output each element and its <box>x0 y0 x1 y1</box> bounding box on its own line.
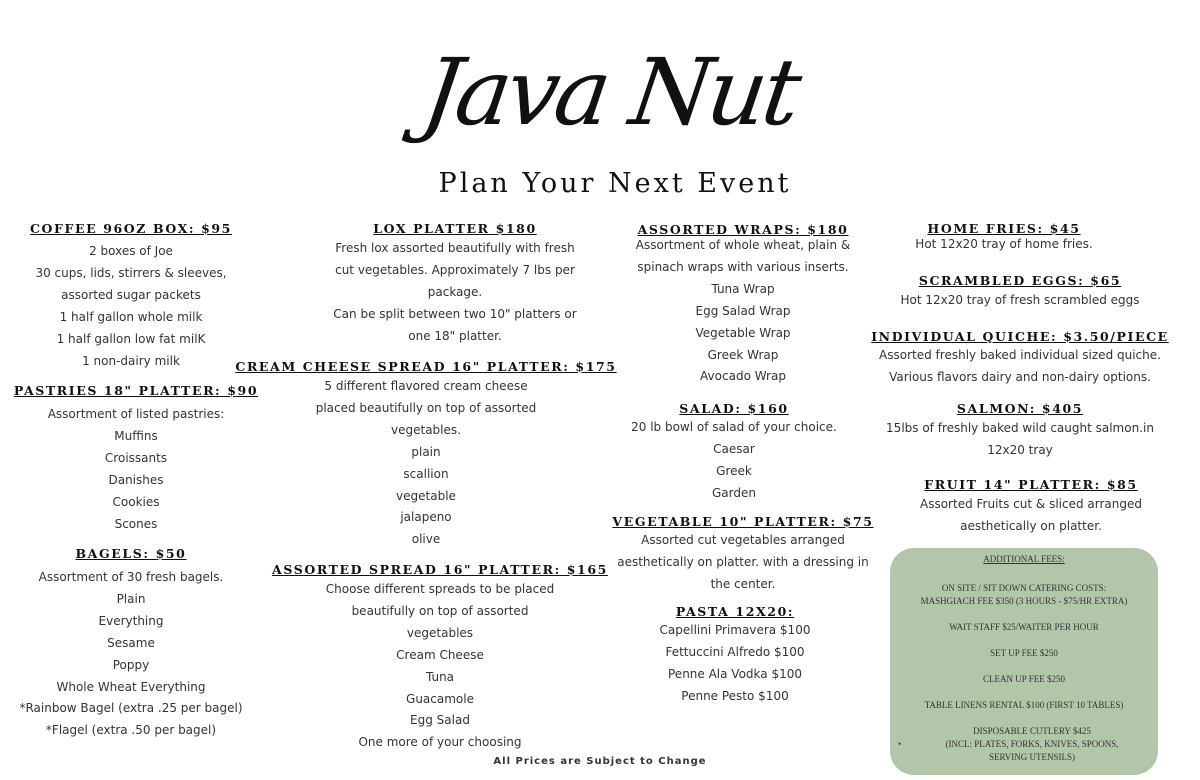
section-heading: CREAM CHEESE SPREAD 16" PLATTER: $175 <box>235 359 617 374</box>
fee-item <box>890 582 1158 608</box>
fee-item <box>890 673 1158 686</box>
section-line: Scones <box>114 516 158 531</box>
price-disclaimer: All Prices are Subject to Change <box>493 756 707 767</box>
section-line: Caesar <box>713 441 755 456</box>
section-line: vegetable <box>396 488 456 503</box>
section-heading: COFFEE 96OZ BOX: $95 <box>30 221 232 236</box>
section-heading: HOME FRIES: $45 <box>927 221 1081 236</box>
section-heading: BAGELS: $50 <box>75 546 187 561</box>
section-line: Assorted cut vegetables arranged <box>641 533 845 547</box>
section-line: vegetables. <box>391 422 461 437</box>
section-line: 12x20 tray <box>987 442 1053 457</box>
section-line: Cream Cheese <box>396 647 484 662</box>
section-line: Can be split between two 10" platters or <box>333 306 577 321</box>
section-line: Penne Ala Vodka $100 <box>668 666 802 681</box>
section-line: Plain <box>116 591 146 606</box>
section-line: Everything <box>98 613 164 628</box>
section-line: Fettuccini Alfredo $100 <box>665 644 805 659</box>
fee-item-text: SET UP FEE $250 <box>990 648 1058 658</box>
section-line: Assortment of 30 fresh bagels. <box>38 570 224 584</box>
section-line: 20 lb bowl of salad of your choice. <box>631 420 837 434</box>
section-heading: SCRAMBLED EGGS: $65 <box>918 273 1122 288</box>
section-line: one 18" platter. <box>408 328 502 343</box>
section-line: plain <box>411 444 441 459</box>
fee-item-text: ON SITE / SIT DOWN CATERING COSTS: MASHGIACH FEE $350 (3 HOURS - $75/HR EXTRA) <box>920 583 1128 606</box>
fee-item-text: CLEAN UP FEE $250 <box>983 674 1065 684</box>
section-heading: FRUIT 14" PLATTER: $85 <box>924 477 1138 492</box>
section-line: 1 half gallon low fat milK <box>56 331 206 346</box>
section-line: beautifully on top of assorted <box>351 603 529 618</box>
section-line: Avocado Wrap <box>700 369 786 384</box>
section-line: 5 different flavored cream cheese <box>324 379 528 393</box>
section-line: One more of your choosing <box>358 735 522 750</box>
section-line: olive <box>411 532 441 547</box>
section-line: Hot 12x20 tray of home fries. <box>915 237 1093 251</box>
section-line: Assortment of whole wheat, plain & <box>635 238 851 252</box>
section-line: Greek <box>716 463 752 478</box>
section-line: Cookies <box>112 494 160 509</box>
section-line: Various flavors dairy and non-dairy options. <box>889 369 1151 384</box>
section-heading: ASSORTED SPREAD 16" PLATTER: $165 <box>272 562 608 577</box>
section-line: *Flagel (extra .50 per bagel) <box>45 723 217 738</box>
section-line: Sesame <box>107 635 155 650</box>
section-line: Croissants <box>104 450 168 465</box>
fee-item-text: WAIT STAFF $25/WAITER PER HOUR <box>949 622 1099 632</box>
bullet-icon: • <box>898 739 902 749</box>
section-line: the center. <box>710 576 776 591</box>
fee-item <box>890 647 1158 660</box>
section-line: placed beautifully on top of assorted <box>315 400 537 415</box>
section-line: Assorted Fruits cut & sliced arranged <box>920 497 1142 511</box>
section-line: 2 boxes of Joe <box>89 244 173 258</box>
section-line: aesthetically on platter. <box>960 518 1102 533</box>
section-line: Whole Wheat Everything <box>56 679 206 694</box>
section-line: spinach wraps with various inserts. <box>637 259 849 274</box>
section-line: Penne Pesto $100 <box>681 688 789 703</box>
java-nut-logo: Java Nut <box>416 39 804 146</box>
menu-section <box>535 604 935 708</box>
section-line: Capellini Primavera $100 <box>659 623 811 637</box>
section-line: Poppy <box>112 657 150 672</box>
section-line: Egg Salad Wrap <box>695 303 791 318</box>
section-line: Assorted freshly baked individual sized quiche. <box>879 348 1161 362</box>
section-line: aesthetically on platter. with a dressing in <box>617 554 869 569</box>
menu-section <box>804 221 1200 256</box>
section-line: jalapeno <box>400 510 452 525</box>
additional-fees-box <box>890 548 1158 775</box>
section-line: package. <box>427 284 483 299</box>
section-line: Guacamole <box>406 691 474 706</box>
section-heading: LOX PLATTER $180 <box>373 221 537 236</box>
section-line: Choose different spreads to be placed <box>325 582 555 596</box>
menu-section <box>831 477 1200 538</box>
section-line: Tuna Wrap <box>711 281 775 296</box>
section-line: cut vegetables. Approximately 7 lbs per <box>335 262 575 277</box>
menu-section <box>820 329 1200 389</box>
section-line: Fresh lox assorted beautifully with fresh <box>335 241 575 255</box>
section-line: 1 half gallon whole milk <box>59 309 203 324</box>
additional-fees-title: ADDITIONAL FEES: <box>983 554 1065 564</box>
section-heading: ASSORTED WRAPS: $180 <box>637 222 849 237</box>
section-line: Egg Salad <box>410 713 470 728</box>
section-line: scallion <box>403 466 449 481</box>
section-line: assorted sugar packets <box>61 287 201 302</box>
section-line: Danishes <box>108 472 164 487</box>
section-line: Muffins <box>114 428 158 443</box>
section-heading: INDIVIDUAL QUICHE: $3.50/PIECE <box>871 329 1169 344</box>
section-line: 30 cups, lids, stirrers & sleeves, <box>35 265 227 280</box>
fee-item-text: DISPOSABLE CUTLERY $425 (INCL: PLATES, FORKS, KNIVES, SPOONS, SERVING UTENSILS) <box>945 726 1119 762</box>
section-line: Greek Wrap <box>707 347 779 362</box>
menu-section <box>820 273 1200 312</box>
section-line: 1 non-dairy milk <box>82 353 180 368</box>
section-heading: PASTRIES 18" PLATTER: $90 <box>13 383 259 398</box>
menu-section <box>820 401 1200 462</box>
section-line: Tuna <box>425 669 455 684</box>
section-heading: SALMON: $405 <box>956 401 1084 416</box>
fee-item <box>890 621 1158 634</box>
section-line: vegetables <box>406 625 474 640</box>
section-line: Hot 12x20 tray of fresh scrambled eggs <box>900 293 1140 307</box>
section-heading: PASTA 12X20: <box>675 604 795 619</box>
section-line: Garden <box>712 485 756 500</box>
section-heading: SALAD: $160 <box>679 401 789 416</box>
section-line: Assortment of listed pastries: <box>47 407 225 421</box>
section-line: 15lbs of freshly baked wild caught salmon.in <box>886 421 1154 435</box>
fee-item-text: TABLE LINENS RENTAL $100 (FIRST 10 TABLES) <box>924 700 1124 710</box>
fee-item <box>890 699 1158 712</box>
page-subtitle: Plan Your Next Event <box>438 168 792 199</box>
section-heading: VEGETABLE 10" PLATTER: $75 <box>612 514 874 529</box>
section-line: *Rainbow Bagel (extra .25 per bagel) <box>19 701 243 716</box>
section-line: Vegetable Wrap <box>695 325 791 340</box>
